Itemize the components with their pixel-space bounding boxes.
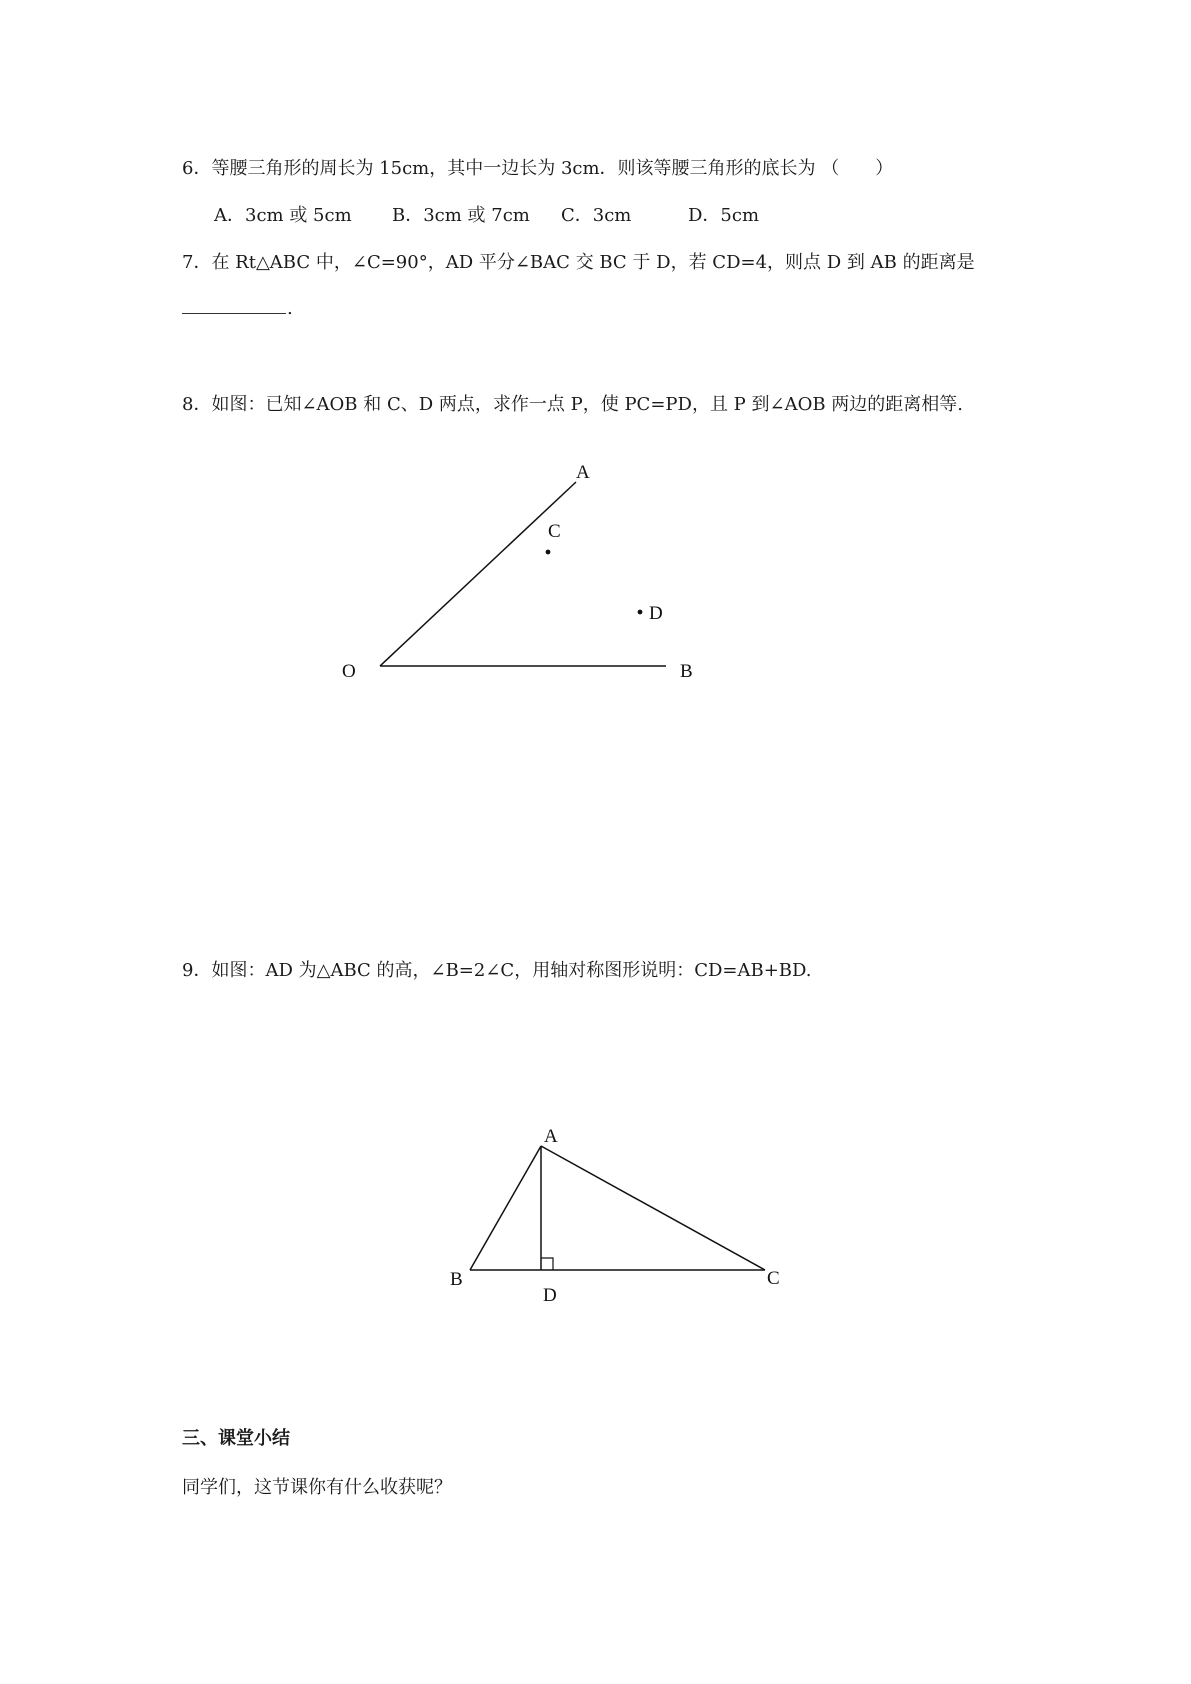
question-7-stem: 7．在 Rt△ABC 中，∠C=90°，AD 平分∠BAC 交 BC 于 D，若 CD=4，则点 D 到 AB 的距离是 — [182, 252, 975, 273]
label-d: D — [543, 1285, 557, 1306]
question-6-option-a: A．3cm 或 5cm — [214, 205, 352, 226]
question-9-stem: 9．如图：AD 为△ABC 的高，∠B=2∠C，用轴对称图形说明：CD=AB+BD. — [182, 960, 812, 981]
point-d-dot — [638, 610, 643, 615]
question-8-stem: 8．如图：已知∠AOB 和 C、D 两点，求作一点 P，使 PC=PD，且 P 到∠AOB 两边的距离相等. — [182, 394, 964, 415]
label-b: B — [450, 1269, 463, 1290]
side-ac — [541, 1146, 765, 1270]
section-heading: 三、课堂小结 — [182, 1428, 290, 1449]
label-b: B — [680, 661, 693, 682]
label-o: O — [342, 661, 356, 682]
side-ab — [470, 1146, 541, 1270]
answer-blank — [182, 313, 286, 314]
question-6-option-b: B．3cm 或 7cm — [392, 205, 530, 226]
answer-blank-period: . — [287, 298, 293, 319]
label-c: C — [548, 521, 561, 542]
ray-oa — [380, 482, 576, 666]
summary-prompt: 同学们，这节课你有什么收获呢？ — [182, 1477, 452, 1498]
label-d: D — [649, 603, 663, 624]
label-c: C — [767, 1268, 780, 1289]
point-c-dot — [546, 550, 551, 555]
question-6-option-d: D．5cm — [688, 205, 760, 226]
right-angle-mark — [541, 1258, 553, 1270]
angle-aob-figure — [330, 440, 730, 700]
question-6-option-c: C．3cm — [561, 205, 632, 226]
label-a: A — [576, 462, 590, 483]
triangle-abc-figure — [440, 1126, 800, 1330]
label-a: A — [544, 1126, 558, 1147]
question-6-stem: 6．等腰三角形的周长为 15cm，其中一边长为 3cm．则该等腰三角形的底长为 （ ） — [182, 158, 894, 179]
